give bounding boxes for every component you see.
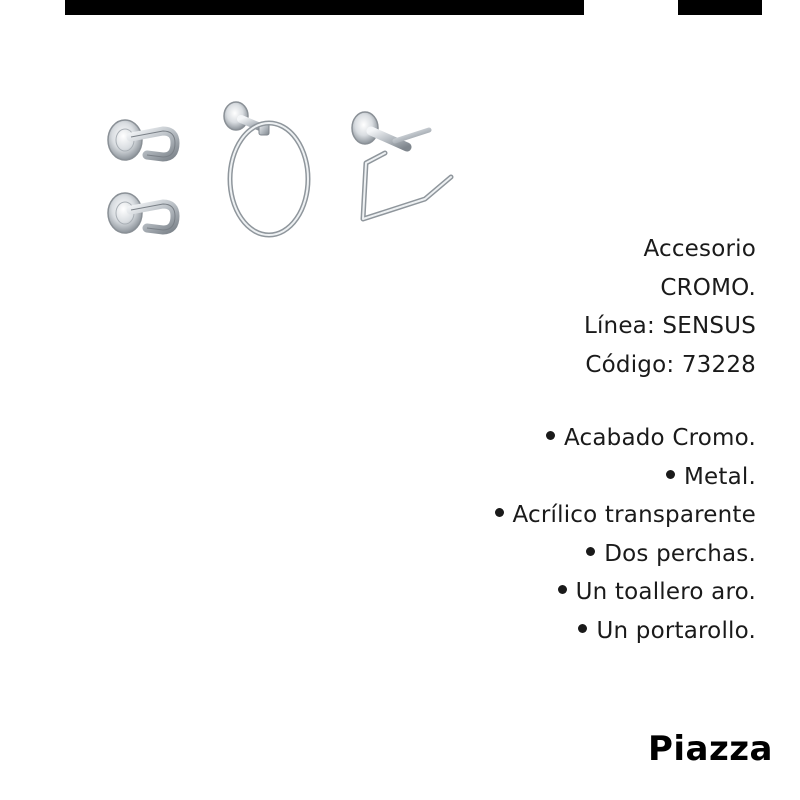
- product-line: Línea: SENSUS: [583, 313, 756, 339]
- product-info: [584, 230, 756, 384]
- product-finish: CROMO.: [660, 274, 756, 301]
- brand-logo: Piazza: [647, 729, 773, 769]
- toilet-paper-holder-icon: [352, 112, 451, 219]
- bullet-icon: [546, 431, 555, 440]
- product-type: Accesorio: [643, 236, 756, 262]
- robe-hook-icon: [108, 120, 175, 160]
- robe-hook-icon: [108, 193, 175, 233]
- feature-item: Metal.: [495, 458, 757, 497]
- feature-item: Dos perchas.: [495, 535, 757, 574]
- feature-item: Acrílico transparente: [495, 496, 757, 535]
- top-bar-left: [65, 0, 584, 15]
- feature-item: Acabado Cromo.: [495, 419, 757, 458]
- product-image-chrome-accessories: [95, 95, 465, 245]
- feature-item: Un portarollo.: [495, 612, 757, 651]
- feature-list: [495, 419, 757, 650]
- product-code: Código: 73228: [585, 351, 756, 378]
- feature-item: Un toallero aro.: [495, 573, 757, 612]
- bullet-icon: [558, 585, 567, 594]
- bullet-icon: [666, 470, 675, 479]
- bullet-icon: [495, 508, 504, 517]
- bullet-icon: [578, 624, 587, 633]
- bullet-icon: [586, 547, 595, 556]
- top-bar-right: [678, 0, 762, 15]
- towel-ring-icon: [224, 102, 308, 235]
